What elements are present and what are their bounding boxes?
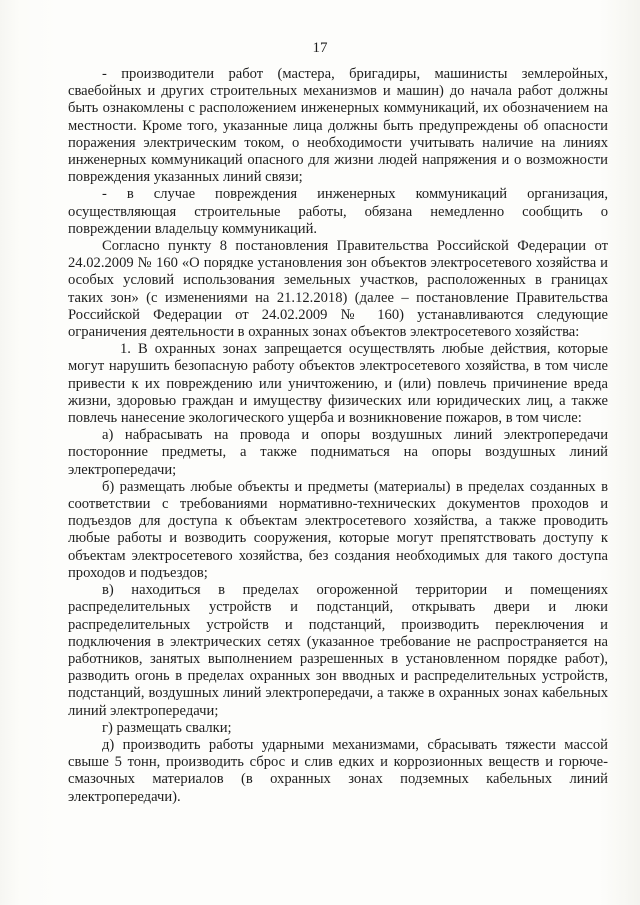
paragraph-item-g: г) размещать свалки; <box>102 719 232 736</box>
paragraph-regulation-reference: Согласно пункту 8 постановления Правительства Российской Федерации от 24.02.2009 № 160 «О порядке установления зон объектов электросетевого хозяйства и особых условий использования земельных участков, расположенных в границах таких зон» (с изменениями на 21.12.2018) (далее – постановление Правительства Российской Федерации от 24.02.2009 № 160) устанавливаются следующие ограничения деятельности в охранных зонах объектов электросетевого хозяйства: <box>68 238 608 341</box>
paragraph-contractors-notice: - производители работ (мастера, бригадиры, машинисты землеройных, сваебойных и других строительных механизмов и машин) до начала работ должны быть ознакомлены с расположением инженерных коммуникаций, их обозначением на местности. Кроме того, указанные лица должны быть предупреждены об опасности поражения электрическим током, о необходимости учитывать наличие на линиях инженерных коммуникаций опасного для жизни людей напряжения и о возможности повреждения указанных линий связи; <box>68 66 608 186</box>
paragraph-item-d: д) производить работы ударными механизмами, сбрасывать тяжести массой свыше 5 тонн, производить сброс и слив едких и коррозионных веществ и горюче-смазочных материалов (в охранных зонах подземных кабельных линий электропередачи). <box>68 736 608 805</box>
paragraph-item-a: а) набрасывать на провода и опоры воздушных линий электропередачи посторонние предметы, а также подниматься на опоры воздушных линий электропередачи; <box>68 427 608 478</box>
paragraph-item-1: 1. В охранных зонах запрещается осуществлять любые действия, которые могут нарушить безопасную работу объектов электросетевого хозяйства, в том числе привести к их повреждению или уничтожению, и (или) повлечь причинение вреда жизни, здоровью граждан и имуществу физических или юридических лиц, а также повлечь нанесение экологического ущерба и возникновение пожаров, в том числе: <box>68 341 608 427</box>
document-body <box>68 66 608 806</box>
page-number: 17 <box>312 40 328 56</box>
paragraph-item-b: б) размещать любые объекты и предметы (материалы) в пределах созданных в соответствии с требованиями нормативно-технических документов проходов и подъездов для доступа к объектам электросетевого хозяйства, а также проводить любые работы и возводить сооружения, которые могут препятствовать доступу к объектам электросетевого хозяйства, без создания необходимых для такого доступа проходов и подъездов; <box>68 478 608 581</box>
paragraph-item-v: в) находиться в пределах огороженной территории и помещениях распределительных устройств и подстанций, открывать двери и люки распределительных устройств и подстанций, производить переключения и подключения в электрических сетях (указанное требование не распространяется на работников, занятых выполнением разрешенных в установленном порядке работ), разводить огонь в пределах охранных зон вводных и распределительных устройств, подстанций, воздушных линий электропередачи, а также в охранных зонах кабельных линий электропередачи; <box>68 582 608 719</box>
paragraph-damage-report: - в случае повреждения инженерных коммуникаций организация, осуществляющая строительные работы, обязана немедленно сообщить о повреждении владельцу коммуникаций. <box>68 186 608 237</box>
